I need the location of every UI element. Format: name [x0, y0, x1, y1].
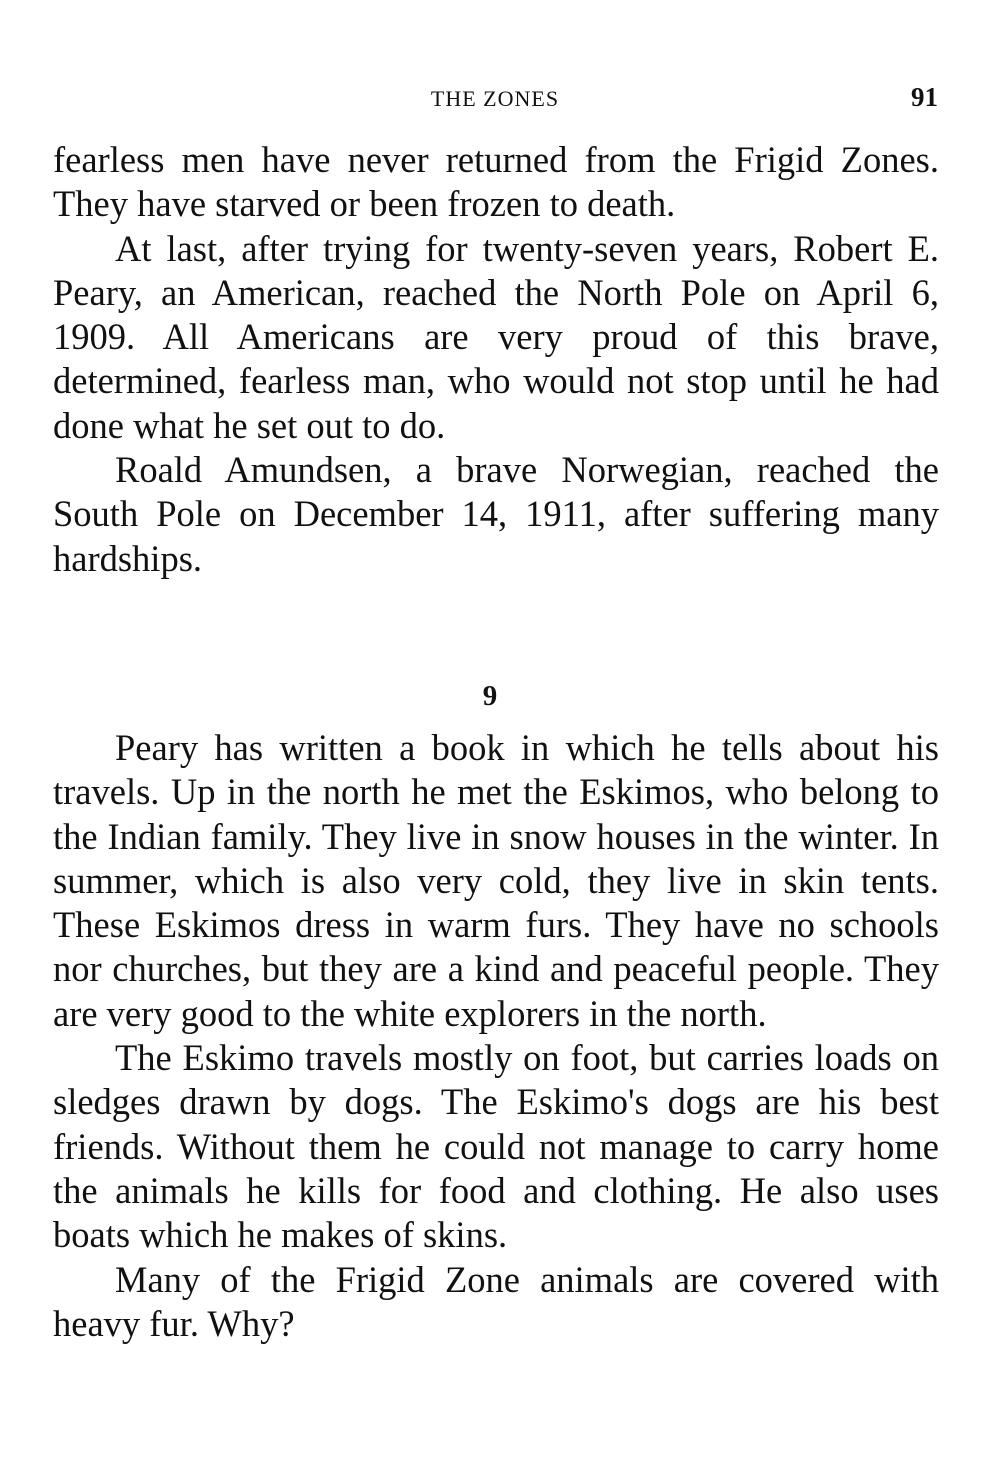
paragraph-frigid-zone-animals: Many of the Frigid Zone animals are covered with heavy fur. Why? — [53, 1258, 939, 1344]
running-title: THE ZONES — [430, 86, 560, 111]
paragraph-continued: fearless men have never returned from the Frigid Zones. They have starved or been frozen to death. — [53, 139, 939, 225]
text-block-before-section — [53, 138, 939, 581]
paragraph-amundsen-south-pole: Roald Amundsen, a brave Norwegian, reached the South Pole on December 14, 1911, after suffering many hardships. — [53, 449, 939, 579]
running-head — [52, 80, 938, 120]
section-number: 9 — [482, 680, 498, 712]
text-block-section-9 — [53, 726, 939, 1346]
page-number: 91 — [911, 82, 938, 112]
paragraph-peary-north-pole: At last, after trying for twenty-seven years, Robert E. Peary, an American, reached the North Pole on April 6, 1909. All Americans are very proud of this brave, determined, fearless man, who would not stop until he had done what he set out to do. — [53, 227, 939, 446]
paragraph-eskimos: Peary has written a book in which he tells about his travels. Up in the north he met the Eskimos, who belong to the Indian family. They live in snow houses in the winter. In summer, which is also very cold, they live in skin tents. These Eskimos dress in warm furs. They have no schools nor churches, but they are a kind and peaceful people. They are very good to the white explorers in the north. — [53, 727, 939, 1034]
paragraph-eskimo-travel: The Eskimo travels mostly on foot, but carries loads on sledges drawn by dogs. The Eskimo's dogs are his best friends. Without them he could not manage to carry home the animals he kills for food and clothing. He also uses boats which he makes of skins. — [53, 1037, 939, 1256]
